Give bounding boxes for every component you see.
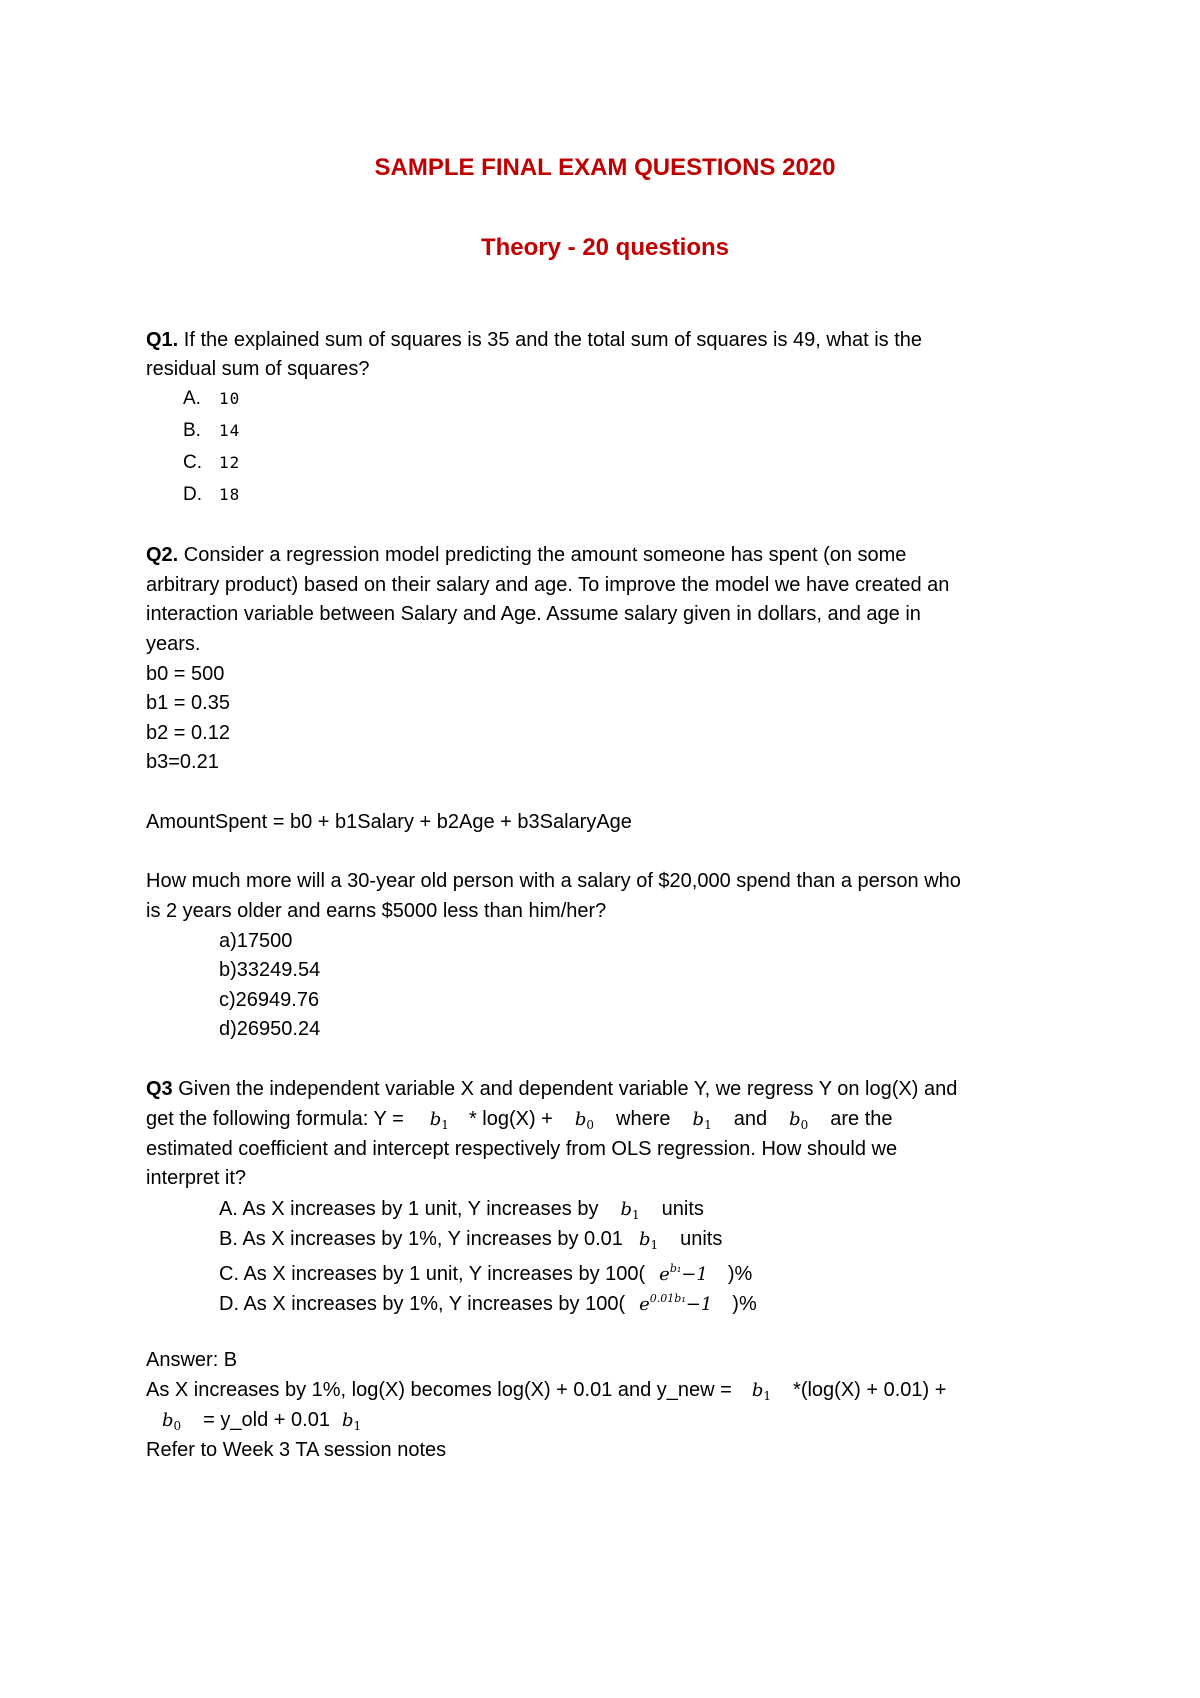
math-b0: $b_0$: [789, 1109, 809, 1132]
option-value: 14: [219, 421, 241, 440]
option-percent: )%: [727, 1263, 753, 1285]
math-b1: $b_1$: [692, 1109, 712, 1132]
q3-text-line3: estimated coefficient and intercept respectively from OLS regression. How should we: [146, 1138, 898, 1160]
q2-label: Q2.: [146, 544, 179, 566]
q3-are-the: are the: [830, 1108, 893, 1130]
q3-text-line2: [146, 1106, 893, 1138]
math-b1: $b_1$: [620, 1199, 640, 1222]
q3-option-a: [219, 1196, 704, 1228]
answer-reference: Refer to Week 3 TA session notes: [146, 1439, 447, 1461]
q2-coef-b3: b3=0.21: [146, 751, 219, 773]
option-letter: D.: [183, 484, 202, 505]
q2-question-line2: is 2 years older and earns $5000 less than him/her?: [146, 900, 607, 922]
q2-option-c: c)26949.76: [219, 989, 320, 1011]
q2-option-d: d)26950.24: [219, 1018, 321, 1040]
math-b0: $b_0$: [574, 1109, 595, 1132]
q2-question-line1: How much more will a 30-year old person with a salary of $20,000 spend than a person who: [146, 870, 961, 892]
q1-label: Q1.: [146, 329, 179, 351]
q2-coef-b2: b2 = 0.12: [146, 722, 230, 744]
math-exp-001b1-minus-1: $e^{0.01b_1}-1$: [639, 1292, 713, 1315]
option-text: C. As X increases by 1 unit, Y increases by 100(: [219, 1263, 646, 1285]
q3-where: where: [616, 1108, 671, 1130]
option-units: units: [661, 1198, 704, 1220]
math-b1: $b_1$: [341, 1410, 362, 1433]
q1-option-c: [183, 450, 240, 476]
page-title: SAMPLE FINAL EXAM QUESTIONS 2020: [374, 154, 836, 181]
answer-line1: [146, 1377, 946, 1409]
q2-text: Consider a regression model predicting the amount someone has spent (on some: [178, 544, 907, 566]
q3-formula-mid: * log(X) +: [468, 1108, 553, 1130]
section-subtitle: Theory - 20 questions: [480, 234, 730, 261]
option-letter: C.: [183, 452, 202, 473]
q2-option-a: a)17500: [219, 930, 293, 952]
option-letter: A.: [183, 388, 201, 409]
math-b1: $b_1$: [638, 1229, 659, 1252]
q3-text-line1: [146, 1076, 957, 1102]
answer-line2: [162, 1407, 361, 1439]
answer-text: = y_old + 0.01: [203, 1409, 330, 1431]
option-letter: B.: [183, 420, 201, 441]
q1-option-a: [183, 386, 240, 412]
answer-text: As X increases by 1%, log(X) becomes log(X) + 0.01 and y_new =: [146, 1379, 732, 1401]
option-units: units: [680, 1228, 723, 1250]
q2-coef-b0: b0 = 500: [146, 663, 225, 685]
q2-formula: AmountSpent = b0 + b1Salary + b2Age + b3SalaryAge: [146, 811, 632, 833]
option-text: B. As X increases by 1%, Y increases by 0.01: [219, 1228, 623, 1250]
math-b0: $b_0$: [162, 1410, 182, 1433]
q2-text-line4: years.: [146, 633, 201, 655]
q1-text-line2: residual sum of squares?: [146, 358, 370, 380]
q1-text-line1: [146, 327, 922, 353]
math-exp-b1-minus-1: $e^{b_1}-1$: [659, 1262, 708, 1285]
q3-option-b: [219, 1226, 722, 1258]
math-b1: $b_1$: [429, 1109, 449, 1132]
q2-text-line3: interaction variable between Salary and Age. Assume salary given in dollars, and age in: [146, 603, 921, 625]
option-value: 18: [219, 485, 241, 504]
q3-label: Q3: [146, 1078, 173, 1100]
q3-option-d: [219, 1286, 757, 1318]
option-value: 10: [219, 389, 241, 408]
option-value: 12: [219, 453, 241, 472]
math-b1: $b_1$: [751, 1380, 772, 1403]
q2-coef-b1: b1 = 0.35: [146, 692, 230, 714]
q2-option-b: b)33249.54: [219, 959, 321, 981]
q1-option-b: [183, 418, 240, 444]
option-text: A. As X increases by 1 unit, Y increases by: [219, 1198, 599, 1220]
option-percent: )%: [732, 1293, 757, 1315]
q3-and: and: [733, 1108, 768, 1130]
q2-text-line2: arbitrary product) based on their salary and age. To improve the model we have created an: [146, 574, 950, 596]
q1-option-d: [183, 482, 240, 508]
q3-option-c: [219, 1256, 752, 1288]
q3-text-line4: interpret it?: [146, 1167, 247, 1189]
q2-text-line1: [146, 542, 906, 568]
q3-text: Given the independent variable X and dependent variable Y, we regress Y on log(X) and: [172, 1078, 958, 1100]
q3-formula-prefix: get the following formula: Y =: [146, 1108, 404, 1130]
answer-label: Answer: B: [146, 1349, 238, 1371]
answer-text: *(log(X) + 0.01) +: [793, 1379, 947, 1401]
q1-text: If the explained sum of squares is 35 and the total sum of squares is 49, what is the: [178, 329, 922, 351]
option-text: D. As X increases by 1%, Y increases by 100(: [219, 1293, 626, 1315]
